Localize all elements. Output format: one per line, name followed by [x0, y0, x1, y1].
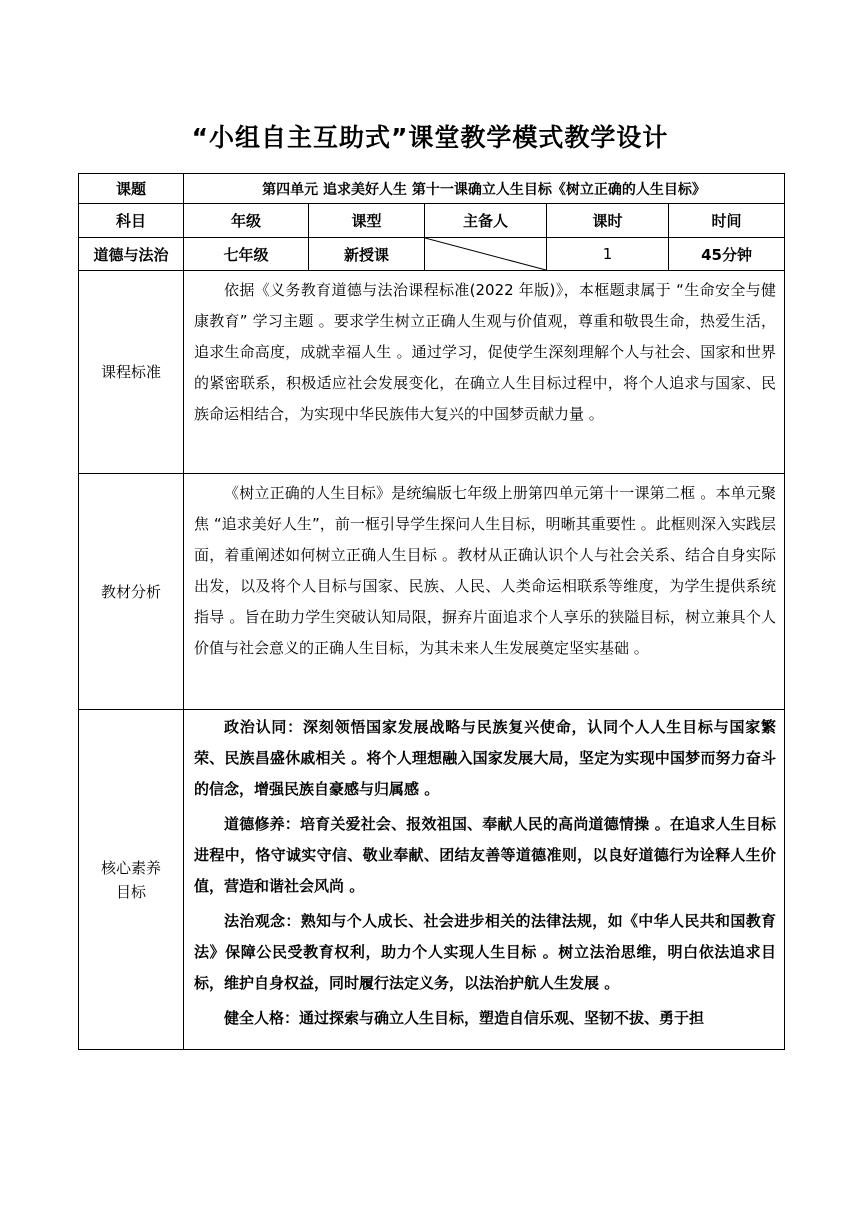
goal-political: 政治认同：深刻领悟国家发展战略与民族复兴使命，认同个人人生目标与国家繁荣、民族昌盛休戚相关 。将个人理想融入国家发展大局，坚定为实现中国梦而努力奋斗的信念，增强民族自豪感与归属感 。	[194, 718, 777, 798]
curriculum-text: 依据《义务教育道德与法治课程标准(2022 年版)》，本框题隶属于 “生命安全与健康教育” 学习主题 。要求学生树立正确人生观与价值观，尊重和敬畏生命，热爱生活，追求生命高度，成就幸福人生 。通过学习，促使学生深刻理解个人与社会、国家和世界的紧密联系，积极适应社会发展变化，在确立人生目标过程中，将个人追求与国家、民族命运相结合，为实现中华民族伟大复兴的中国梦贡献力量 。	[184, 271, 785, 474]
topic-value: 第四单元 追求美好人生 第十一课确立人生目标《树立正确的人生目标》	[184, 174, 785, 204]
diagonal-line	[425, 238, 546, 270]
page-title: “小组自主互助式”课堂教学模式教学设计	[191, 123, 669, 152]
goals-label	[79, 710, 184, 1050]
goals-label-line-1: 核心素养	[100, 858, 161, 877]
header-time: 时间	[669, 204, 785, 238]
analysis-label: 教材分析	[79, 474, 184, 710]
goals-row	[79, 710, 785, 1050]
lesson-plan-table	[78, 173, 785, 1050]
goal-law: 法治观念：熟知与个人成长、社会进步相关的法律法规，如《中华人民共和国教育法》保障公民受教育权利，助力个人实现人生目标 。树立法治思维，明白依法追求目标，维护自身权益，同时履行法定义务，以法治护航人生发展 。	[194, 912, 777, 992]
header-subject: 科目	[79, 204, 184, 238]
analysis-text: 《树立正确的人生目标》是统编版七年级上册第四单元第十一课第二框 。本单元聚焦 “追求美好人生”，前一框引导学生探问人生目标，明晰其重要性 。此框则深入实践层面，着重阐述如何树立正确人生目标 。教材从正确认识个人与社会关系、结合自身实际出发，以及将个人目标与国家、民族、人民、人类命运相联系等维度，为学生提供系统指导 。旨在助力学生突破认知局限，摒弃片面追求个人享乐的狭隘目标，树立兼具个人价值与社会意义的正确人生目标，为其未来人生发展奠定坚实基础 。	[184, 474, 785, 710]
topic-label: 课题	[79, 174, 184, 204]
analysis-row	[79, 474, 785, 710]
value-row	[79, 238, 785, 271]
goals-label-line-2: 目标	[115, 882, 146, 901]
topic-row	[79, 174, 785, 204]
curriculum-label: 课程标准	[79, 271, 184, 474]
header-row	[79, 204, 785, 238]
value-hours: 1	[547, 238, 669, 271]
value-preparer	[425, 238, 547, 271]
header-type: 课型	[309, 204, 425, 238]
value-time: 45分钟	[669, 238, 785, 271]
goal-moral: 道德修养：培育关爱社会、报效祖国、奉献人民的高尚道德情操 。在追求人生目标进程中，恪守诚实守信、敬业奉献、团结友善等道德准则，以良好道德行为诠释人生价值，营造和谐社会风尚 。	[194, 815, 777, 895]
goal-personality: 健全人格：通过探索与确立人生目标，塑造自信乐观、坚韧不拔、勇于担	[224, 1009, 705, 1027]
curriculum-row	[79, 271, 785, 474]
header-grade: 年级	[184, 204, 309, 238]
value-grade: 七年级	[184, 238, 309, 271]
header-preparer: 主备人	[425, 204, 547, 238]
header-hours: 课时	[547, 204, 669, 238]
value-subject: 道德与法治	[79, 238, 184, 271]
value-type: 新授课	[309, 238, 425, 271]
goals-text	[184, 710, 785, 1050]
